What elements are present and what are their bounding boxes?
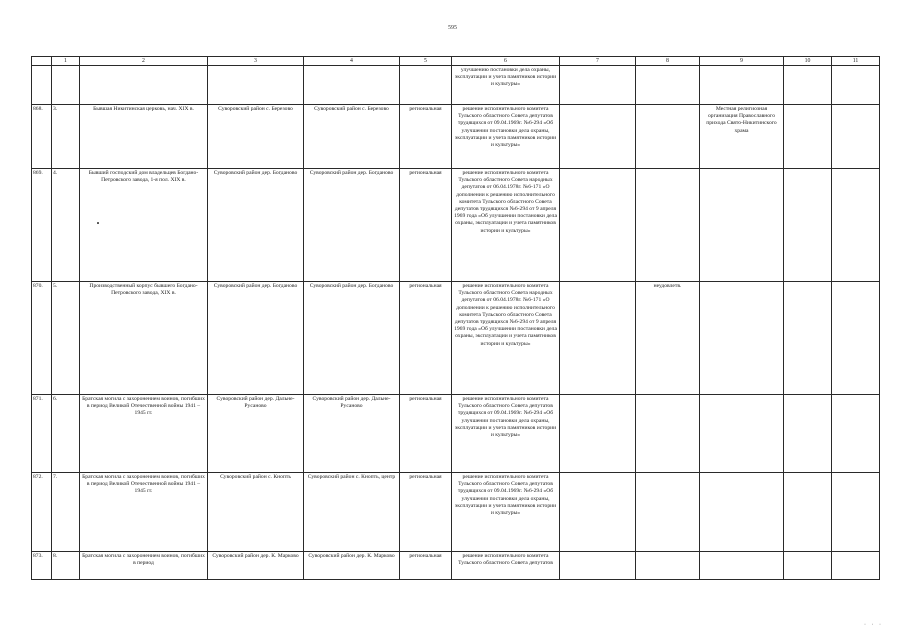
- cell-id: [32, 66, 52, 105]
- column-header: 4: [304, 57, 400, 66]
- cell-col11: [832, 66, 880, 105]
- cell-col10: [784, 552, 832, 580]
- cell-col11: [832, 552, 880, 580]
- cell-col8: [636, 395, 700, 473]
- cell-col11: [832, 473, 880, 552]
- column-header: 2: [80, 57, 208, 66]
- cell-name: Производственный корпус бывшего Богдано-Петровского завода, XIX в.: [80, 282, 208, 395]
- cell-id: 870.: [32, 282, 52, 395]
- cell-col10: [784, 473, 832, 552]
- cell-document: решение исполнительного комитета Тульского областного Совета депутатов трудящихся от 09.04.1969г. №6-294 «Об улучшении постановки дела охраны, эксплуатации и учета памятников истории и культуры»: [452, 395, 560, 473]
- cell-document: решение исполнительного комитета Тульского областного Совета народных депутатов от 06.04.1978г. №6-171 «О дополнении к решению исполнительного комитета Тульского областного Совета депутатов трудящихся №6-294 от 9 апреля 1969 года «Об улучшении постановки дела охраны, эксплуатации и учета памятников истории и культуры»: [452, 169, 560, 282]
- cell-district: Суворовский район дер. К. Марково: [208, 552, 304, 580]
- table-row: [32, 395, 880, 473]
- cell-district: Суворовский район дер. Богданово: [208, 169, 304, 282]
- cell-address: Суворовский район дер. Богданово: [304, 282, 400, 395]
- cell-number: 4.: [52, 169, 80, 282]
- cell-number: 8.: [52, 552, 80, 580]
- cell-col9: [700, 169, 784, 282]
- cell-number: 3.: [52, 105, 80, 169]
- cell-col10: [784, 66, 832, 105]
- cell-col7: [560, 552, 636, 580]
- cell-col7: [560, 282, 636, 395]
- cell-col7: [560, 66, 636, 105]
- table-row: [32, 552, 880, 580]
- cell-document: решение исполнительного комитета Тульского областного Совета депутатов: [452, 552, 560, 580]
- cell-col9: [700, 282, 784, 395]
- column-header: 6: [452, 57, 560, 66]
- heritage-registry-table: [31, 56, 880, 580]
- column-header: 11: [832, 57, 880, 66]
- cell-document: решение исполнительного комитета Тульского областного Совета депутатов трудящихся от 09.04.1969г. №6-294 «Об улучшении постановки дела охраны, эксплуатации и учета памятников истории и культуры»: [452, 473, 560, 552]
- cell-col11: [832, 282, 880, 395]
- cell-name: Бывшая Никитинская церковь, нач. XIX в.: [80, 105, 208, 169]
- cell-number: 7.: [52, 473, 80, 552]
- cell-address: Суворовский район с. Березово: [304, 105, 400, 169]
- cell-address: Суворовский район с. Кнопть, центр: [304, 473, 400, 552]
- cell-id: 871.: [32, 395, 52, 473]
- cell-name: Братская могила с захоронением воинов, погибших в период: [80, 552, 208, 580]
- cell-col11: [832, 169, 880, 282]
- page-number: 595: [448, 25, 457, 31]
- cell-address: Суворовский район дер. Богданово: [304, 169, 400, 282]
- table-row: [32, 105, 880, 169]
- cell-document: решение исполнительного комитета Тульского областного Совета депутатов трудящихся от 09.04.1969г. №6-294 «Об улучшении постановки дела охраны, эксплуатации и учета памятников истории и культуры»: [452, 105, 560, 169]
- cell-district: Суворовский район с. Березово: [208, 105, 304, 169]
- cell-category: региональная: [400, 395, 452, 473]
- cell-col10: [784, 282, 832, 395]
- table-row: [32, 282, 880, 395]
- cell-category: региональная: [400, 169, 452, 282]
- cell-number: [52, 66, 80, 105]
- column-header: [32, 57, 52, 66]
- cell-address: Суворовский район дер. Дальне-Русаново: [304, 395, 400, 473]
- cell-category: региональная: [400, 552, 452, 580]
- cell-district: Суворовский район дер. Дальне-Русаново: [208, 395, 304, 473]
- cell-category: [400, 66, 452, 105]
- table-row: [32, 169, 880, 282]
- cell-col7: [560, 105, 636, 169]
- cell-col10: [784, 105, 832, 169]
- cell-col9: [700, 473, 784, 552]
- cell-document: улучшению постановки дела охраны, эксплуатации и учета памятников истории и культуры»: [452, 66, 560, 105]
- cell-number: 6.: [52, 395, 80, 473]
- cell-name: Бывший господский дом владельцев Богдано-Петровского завода, 1-я пол. XIX в.: [80, 169, 208, 282]
- cell-col11: [832, 395, 880, 473]
- cell-col7: [560, 473, 636, 552]
- cell-col9: [700, 395, 784, 473]
- cell-id: 873.: [32, 552, 52, 580]
- cell-id: 868.: [32, 105, 52, 169]
- column-header: 9: [700, 57, 784, 66]
- cell-category: региональная: [400, 105, 452, 169]
- cell-category: региональная: [400, 473, 452, 552]
- cell-address: [304, 66, 400, 105]
- cell-number: 5.: [52, 282, 80, 395]
- cell-id: 869.: [32, 169, 52, 282]
- cell-name: [80, 66, 208, 105]
- table-row: [32, 473, 880, 552]
- cell-col8: [636, 66, 700, 105]
- column-header: 1: [52, 57, 80, 66]
- cell-district: Суворовский район с. Кнопть: [208, 473, 304, 552]
- cell-id: 872.: [32, 473, 52, 552]
- cell-col7: [560, 169, 636, 282]
- cell-district: [208, 66, 304, 105]
- column-header: 8: [636, 57, 700, 66]
- footer-mark: · · ·: [864, 622, 883, 628]
- cell-name: Братская могила с захоронением воинов, погибших в период Великой Отечественной войны 1941 – 1945 гг.: [80, 395, 208, 473]
- column-header: 10: [784, 57, 832, 66]
- cell-document: решение исполнительного комитета Тульского областного Совета народных депутатов от 06.04.1978г. №6-171 «О дополнении к решению исполнительного комитета Тульского областного Совета депутатов трудящихся №6-294 от 9 апреля 1969 года «Об улучшении постановки дела охраны, эксплуатации и учета памятников истории и культуры»: [452, 282, 560, 395]
- header-row: [32, 57, 880, 66]
- cell-col8: [636, 105, 700, 169]
- cell-col8: [636, 169, 700, 282]
- cell-col11: [832, 105, 880, 169]
- cell-category: региональная: [400, 282, 452, 395]
- scan-speck: [97, 222, 99, 224]
- column-header: 3: [208, 57, 304, 66]
- cell-col10: [784, 169, 832, 282]
- table-row: [32, 66, 880, 105]
- column-header: 5: [400, 57, 452, 66]
- column-header: 7: [560, 57, 636, 66]
- cell-col9: [700, 66, 784, 105]
- cell-district: Суворовский район дер. Богданово: [208, 282, 304, 395]
- cell-col8: неудовлетв.: [636, 282, 700, 395]
- cell-col8: [636, 552, 700, 580]
- cell-col8: [636, 473, 700, 552]
- cell-name: Братская могила с захоронением воинов, погибших в период Великой Отечественной войны 1941 – 1945 гг.: [80, 473, 208, 552]
- cell-col9: [700, 552, 784, 580]
- cell-address: Суворовский район дер. К. Марково: [304, 552, 400, 580]
- cell-col9: Местная религиозная организация Православного прихода Свято-Никитинского храма: [700, 105, 784, 169]
- cell-col10: [784, 395, 832, 473]
- cell-col7: [560, 395, 636, 473]
